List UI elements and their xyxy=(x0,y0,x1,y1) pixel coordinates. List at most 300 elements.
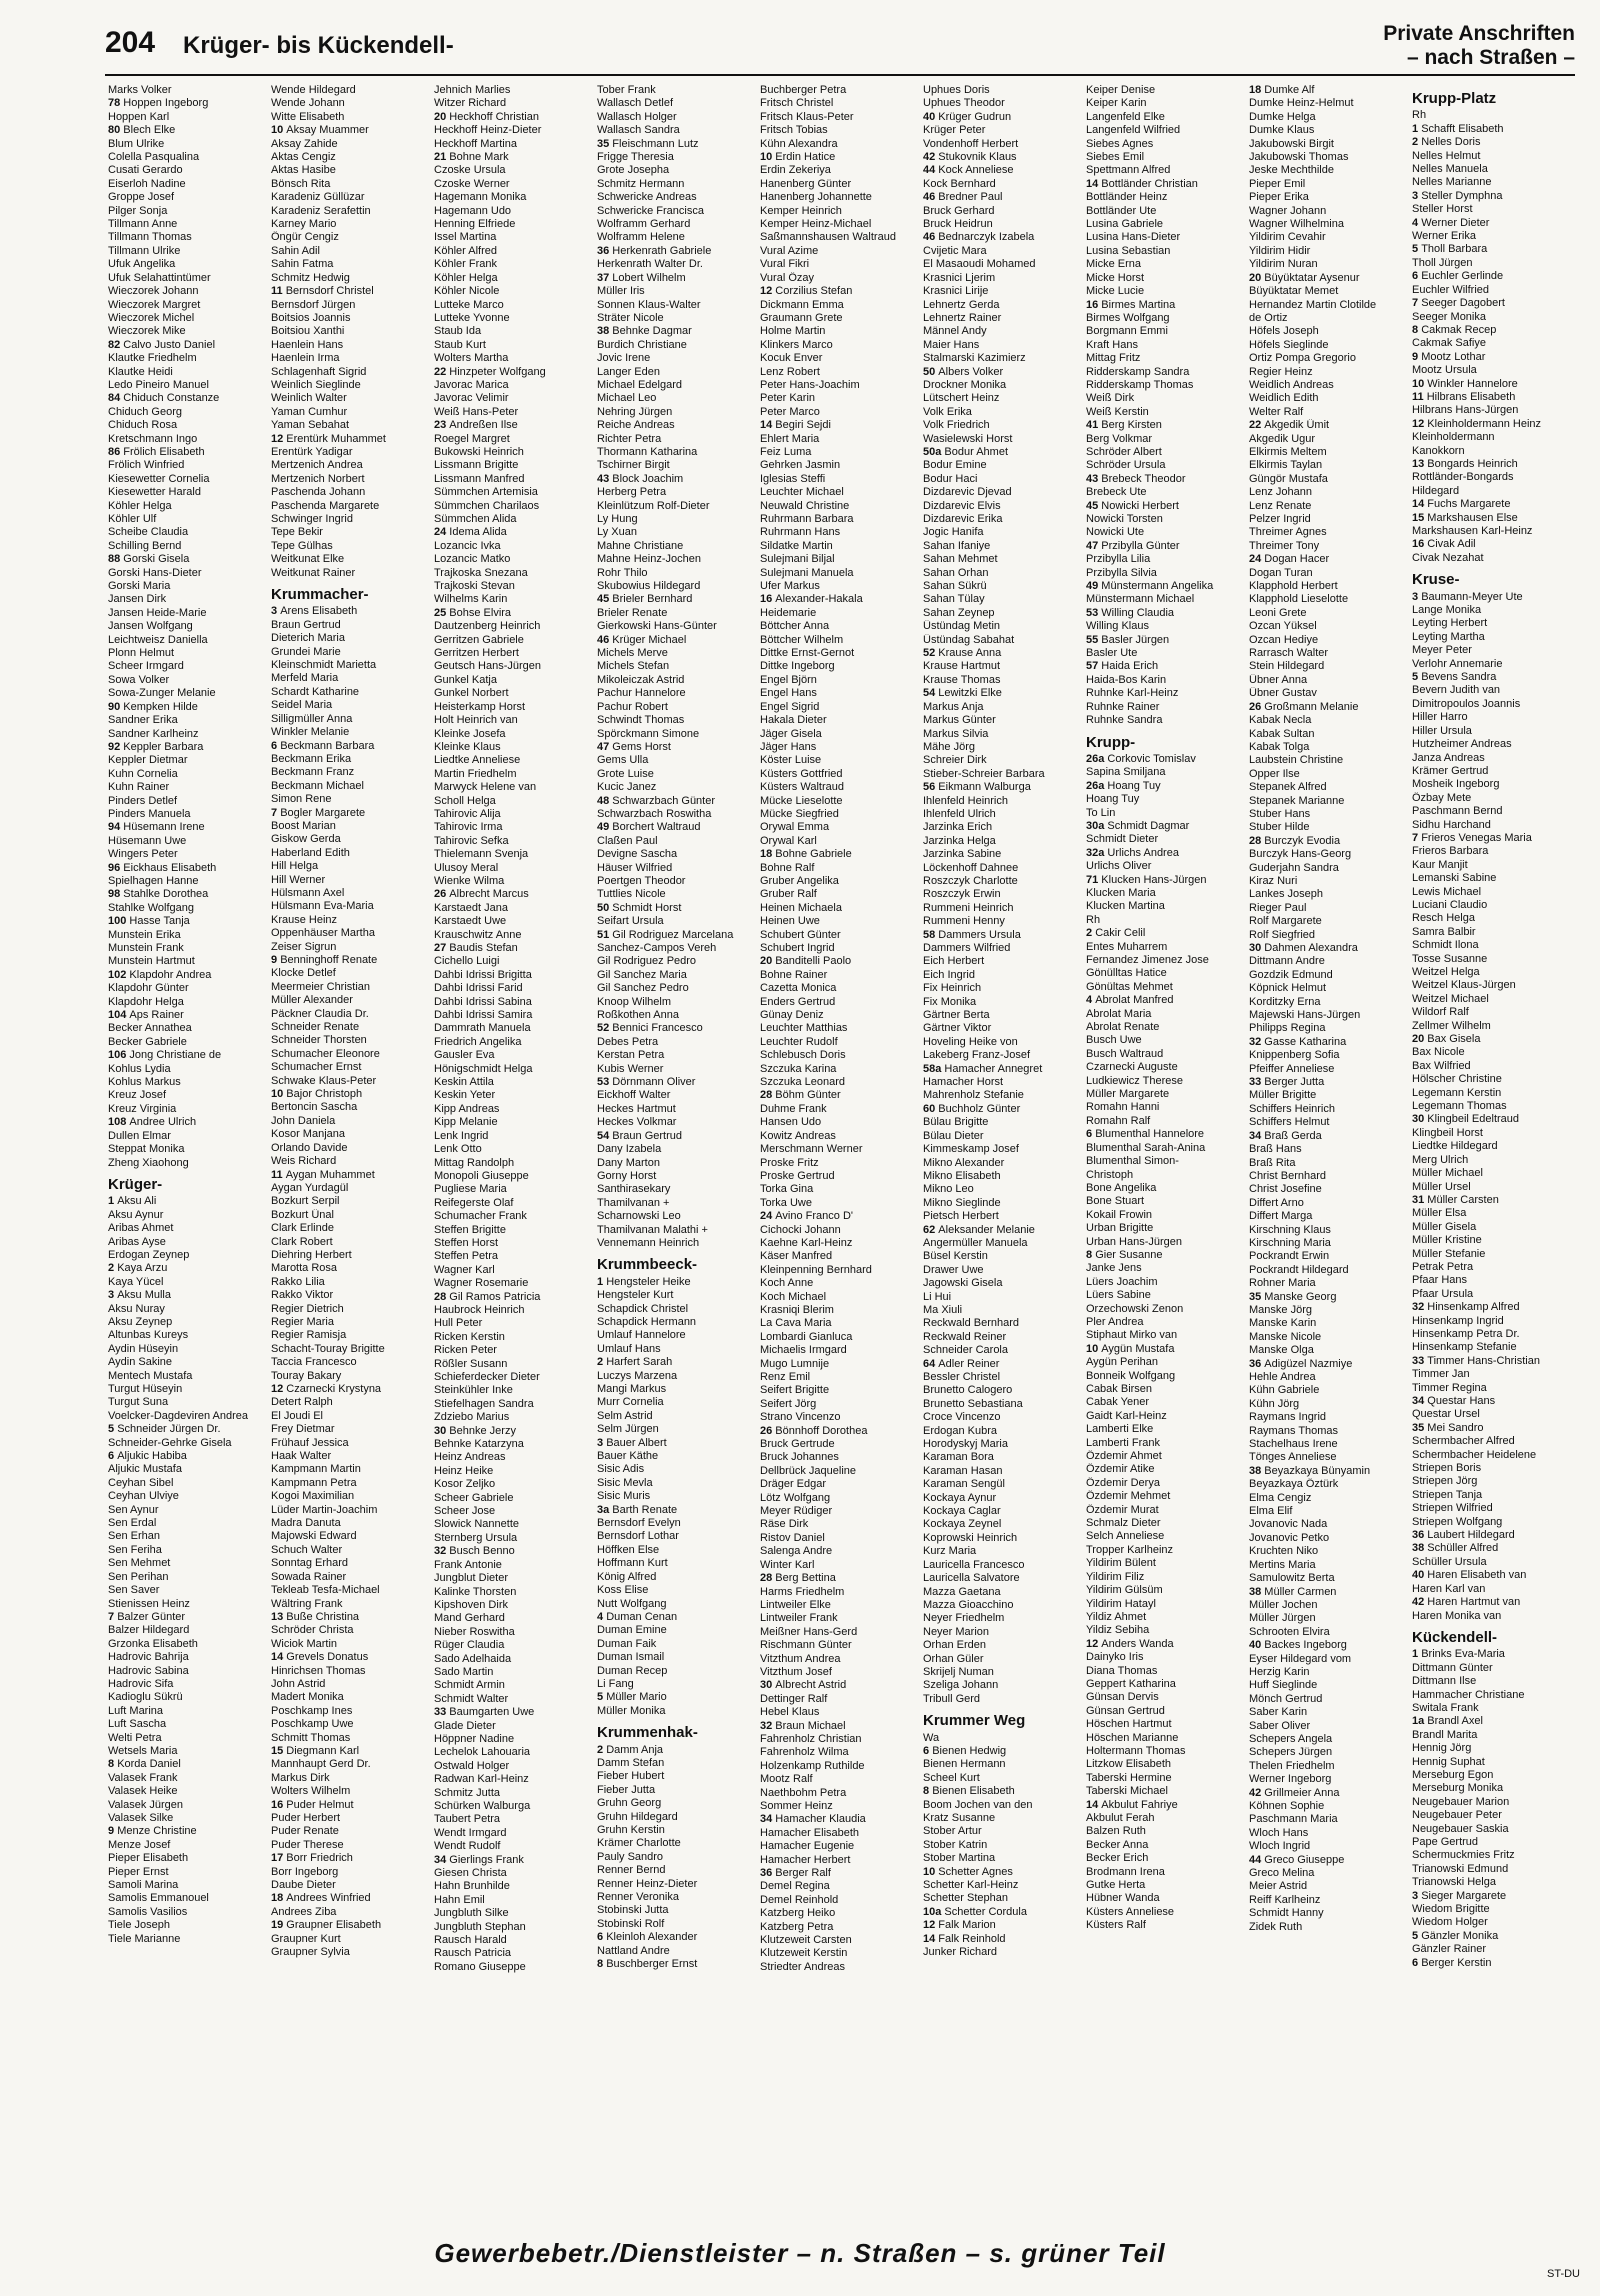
address-entry: Scheer Gabriele xyxy=(434,1491,514,1504)
address-entry: 15 Diegmann Karl xyxy=(271,1744,360,1757)
address-entry: Vennemann Heinrich xyxy=(597,1236,700,1249)
address-entry: Trianowski Edmund xyxy=(1412,1862,1509,1875)
house-number: 6 xyxy=(597,1931,607,1944)
house-number: 1 xyxy=(1412,1648,1422,1661)
address-entry: Romano Giuseppe xyxy=(434,1960,526,1973)
house-number: 18 xyxy=(760,848,776,861)
house-number: 24 xyxy=(434,526,450,539)
address-entry: Schmidt Hanny xyxy=(1249,1907,1324,1920)
address-entry: Bülau Dieter xyxy=(923,1129,984,1142)
address-entry: 90 Kempken Hilde xyxy=(108,700,198,713)
address-entry: Steffen Brigitte xyxy=(434,1223,506,1236)
address-entry: Beckmann Franz xyxy=(271,766,355,779)
address-entry: Ceyhan Sibel xyxy=(108,1476,174,1489)
address-entry: Karaman Sengül xyxy=(923,1478,1005,1491)
address-entry: Gunkel Norbert xyxy=(434,687,509,700)
address-entry: Weinlich Sieglinde xyxy=(271,378,361,391)
address-entry: Skrijelj Numan xyxy=(923,1665,994,1678)
address-entry: 46 Krüger Michael xyxy=(597,633,687,646)
address-entry: Wagner Karl xyxy=(434,1263,495,1276)
address-entry: Herkenrath Walter Dr. xyxy=(597,258,703,271)
address-entry: Renner Veronika xyxy=(597,1891,679,1904)
house-number: 62 xyxy=(923,1223,939,1236)
house-number: 7 xyxy=(1412,297,1422,310)
address-entry: Wieczorek Michel xyxy=(108,311,195,324)
address-entry: Zdziebo Marius xyxy=(434,1411,510,1424)
address-entry: Vitzthum Andrea xyxy=(760,1652,841,1665)
address-entry: Aktas Hasibe xyxy=(271,164,336,177)
address-entry: Schneider-Gehrke Gisela xyxy=(108,1436,232,1449)
address-entry: Uphues Doris xyxy=(923,84,990,96)
house-number: 36 xyxy=(760,1867,776,1880)
address-entry: Jarzinka Helga xyxy=(923,834,996,847)
address-entry: Mootz Ralf xyxy=(760,1773,813,1786)
address-entry: 47 Gems Horst xyxy=(597,740,671,753)
address-entry: Keiper Karin xyxy=(1086,97,1147,110)
address-entry: 25 Bohse Elvira xyxy=(434,606,512,619)
address-entry: Bülau Brigitte xyxy=(923,1116,989,1129)
house-number: 35 xyxy=(1249,1290,1265,1303)
house-number: 25 xyxy=(434,606,450,619)
address-entry: Mittag Randolph xyxy=(434,1156,515,1169)
address-entry: Witzer Richard xyxy=(434,97,507,110)
address-entry: 2 Harfert Sarah xyxy=(597,1356,673,1369)
address-entry: Regier Dietrich xyxy=(271,1302,344,1315)
address-entry: Kuhn Rainer xyxy=(108,781,170,794)
address-entry: Wloch Hans xyxy=(1249,1826,1309,1839)
address-entry: Hilbrans Hans-Jürgen xyxy=(1412,404,1519,417)
address-entry: Jeske Mechthilde xyxy=(1249,164,1334,177)
address-entry: Rößler Susann xyxy=(434,1357,508,1370)
house-number: 14 xyxy=(1086,177,1102,190)
address-entry: Haak Walter xyxy=(271,1450,332,1463)
address-entry: Abrolat Renate xyxy=(1086,1021,1160,1034)
address-entry: Petrak Petra xyxy=(1412,1260,1474,1273)
address-entry: Schmidt Walter xyxy=(434,1692,509,1705)
address-entry: Schepers Angela xyxy=(1249,1732,1333,1745)
address-entry: Fritsch Tobias xyxy=(760,124,828,137)
address-entry: Hammacher Christiane xyxy=(1412,1688,1525,1701)
address-entry: Yildirim Bülent xyxy=(1086,1557,1156,1570)
address-entry: Thamilvanan Malathi + xyxy=(597,1223,708,1236)
address-entry: Dittmann Andre xyxy=(1249,955,1325,968)
address-entry: Kuhn Cornelia xyxy=(108,767,178,780)
address-entry: Dahbi Idrissi Brigitta xyxy=(434,968,532,981)
address-entry: Jäger Hans xyxy=(760,740,817,753)
address-entry: 1 Aksu Ali xyxy=(108,1195,157,1208)
address-entry: Dautzenberg Heinrich xyxy=(434,620,541,633)
address-entry: Klingbeil Horst xyxy=(1412,1126,1483,1139)
address-entry: 42 Stukovnik Klaus xyxy=(923,151,1017,164)
address-entry: Erdogan Zeynep xyxy=(108,1248,190,1261)
address-entry: Jarzinka Sabine xyxy=(923,848,1002,861)
house-number: 3a xyxy=(597,1503,613,1516)
address-entry: Ozcan Hediye xyxy=(1249,633,1319,646)
address-entry: Volk Friedrich xyxy=(923,419,990,432)
address-entry: Witte Elisabeth xyxy=(271,110,345,123)
address-entry: 16 Birmes Martina xyxy=(1086,298,1176,311)
address-entry: Ma Xiuli xyxy=(923,1303,963,1316)
address-entry: Trajkoski Stevan xyxy=(434,580,515,593)
address-entry: Civak Nezahat xyxy=(1412,551,1484,564)
address-entry: Aljukic Mustafa xyxy=(108,1463,182,1476)
address-entry: Müller Iris xyxy=(597,285,645,298)
address-entry: Orzechowski Zenon xyxy=(1086,1302,1184,1315)
address-entry: 43 Brebeck Theodor xyxy=(1086,472,1186,485)
address-entry: Tiele Joseph xyxy=(108,1919,170,1932)
address-entry: Ruhnke Rainer xyxy=(1086,700,1160,713)
address-entry: Bruck Johannes xyxy=(760,1451,839,1464)
address-entry: 53 Willing Claudia xyxy=(1086,606,1175,619)
address-entry: Kleinlützum Rolf-Dieter xyxy=(597,499,710,512)
house-number: 32 xyxy=(1249,1035,1265,1048)
house-number: 56 xyxy=(923,781,939,794)
address-entry: Steffen Horst xyxy=(434,1236,498,1249)
house-number: 8 xyxy=(1086,1248,1096,1261)
address-entry: Stalmarski Kazimierz xyxy=(923,352,1026,365)
address-entry: Bevern Judith van xyxy=(1412,684,1501,697)
address-entry: Reiff Karlheinz xyxy=(1249,1893,1321,1906)
address-entry: Tropper Karlheinz xyxy=(1086,1543,1174,1556)
address-entry: Sahin Fatma xyxy=(271,258,334,271)
address-entry: Peter Hans-Joachim xyxy=(760,378,860,391)
address-entry: Detert Ralph xyxy=(271,1396,333,1409)
address-entry: Kiesewetter Harald xyxy=(108,486,201,499)
address-entry: Gönültas Mehmet xyxy=(1086,980,1173,993)
house-number: 80 xyxy=(108,124,124,137)
address-entry: Päckner Claudia Dr. xyxy=(271,1007,369,1020)
address-entry: Luft Marina xyxy=(108,1704,164,1717)
address-entry: Borgmann Emmi xyxy=(1086,325,1168,338)
street-heading: Krupp-Platz xyxy=(1412,90,1497,107)
address-entry: 10 Bajor Christoph xyxy=(271,1088,363,1101)
address-entry: Hill Werner xyxy=(271,873,326,886)
address-entry: 4 Duman Cenan xyxy=(597,1610,678,1623)
address-entry: Lutteke Yvonne xyxy=(434,311,510,324)
address-entry: Lütschert Heinz xyxy=(923,392,1000,405)
address-entry: Tosse Susanne xyxy=(1412,952,1488,965)
address-entry: Dammers Wilfried xyxy=(923,942,1011,954)
house-number: 6 xyxy=(1412,1956,1422,1969)
house-number: 84 xyxy=(108,392,124,405)
address-entry: Rummeni Heinrich xyxy=(923,901,1014,914)
address-entry: Jogic Hanifa xyxy=(923,526,984,539)
address-entry: Sapina Smiljana xyxy=(1086,766,1166,779)
address-entry: 35 Manske Georg xyxy=(1249,1290,1337,1303)
address-entry: Dittmann Ilse xyxy=(1412,1675,1477,1688)
address-entry: Liedtke Hildegard xyxy=(1412,1140,1498,1153)
house-number: 16 xyxy=(760,593,776,606)
address-entry: Wallasch Sandra xyxy=(597,124,680,137)
address-entry: Böttcher Wilhelm xyxy=(760,633,844,646)
address-entry: Klocke Detlef xyxy=(271,967,336,980)
address-entry: Sen Saver xyxy=(108,1584,160,1597)
address-entry: 50 Albers Volker xyxy=(923,365,1004,378)
address-entry: Bax Wilfried xyxy=(1412,1059,1471,1072)
page-title: Krüger- bis Kückendell- xyxy=(183,32,454,59)
address-entry: Sisic Mevla xyxy=(597,1476,653,1489)
address-entry: Bauer Käthe xyxy=(597,1450,659,1463)
address-entry: Lozancic Matko xyxy=(434,553,511,566)
house-number: 36 xyxy=(597,244,613,257)
address-entry: Klautke Friedhelm xyxy=(108,352,197,365)
address-entry: Elma Cengiz xyxy=(1249,1491,1312,1504)
address-entry: Kowitz Andreas xyxy=(760,1129,836,1142)
address-entry: Dogan Turan xyxy=(1249,566,1313,579)
address-entry: Sowada Rainer xyxy=(271,1570,347,1583)
address-entry: Gerritzen Herbert xyxy=(434,647,519,660)
address-entry: Sandner Erika xyxy=(108,714,178,727)
address-entry: Gruhn Georg xyxy=(597,1797,662,1810)
address-entry: Dettinger Ralf xyxy=(760,1692,828,1705)
address-entry: Akbulut Ferah xyxy=(1086,1812,1155,1824)
house-number: 5 xyxy=(108,1423,118,1436)
address-entry: Thielemann Svenja xyxy=(434,848,529,861)
house-number: 3 xyxy=(271,605,281,618)
address-entry: Borr Ingeborg xyxy=(271,1865,339,1878)
address-entry: Haren Monika van xyxy=(1412,1609,1502,1622)
address-entry: Micke Erna xyxy=(1086,258,1142,271)
address-entry: Aydin Hüseyin xyxy=(108,1342,179,1355)
address-entry: Urban Brigitte xyxy=(1086,1222,1154,1235)
address-entry: Jungbluth Silke xyxy=(434,1907,509,1920)
address-entry: Sen Perihan xyxy=(108,1570,169,1583)
address-entry: 30 Albrecht Astrid xyxy=(760,1679,847,1692)
address-entry: Müller Gisela xyxy=(1412,1220,1477,1233)
address-entry: Mugo Lumnije xyxy=(760,1357,830,1370)
address-entry: Cazetta Monica xyxy=(760,982,837,995)
address-entry: 2 Cakir Celil xyxy=(1086,927,1146,940)
address-entry: Özdemir Derya xyxy=(1086,1476,1160,1489)
house-number: 11 xyxy=(271,285,286,298)
address-entry: Aksu Aynur xyxy=(108,1208,164,1221)
address-entry: Jehnich Marlies xyxy=(434,84,511,96)
address-entry: Lötz Wolfgang xyxy=(760,1491,831,1504)
house-number: 40 xyxy=(1412,1569,1428,1582)
address-entry: Eickhoff Walter xyxy=(597,1089,671,1102)
address-entry: Gärtner Berta xyxy=(923,1009,990,1022)
house-number: 104 xyxy=(108,1009,130,1022)
address-entry: Ihlenfeld Ulrich xyxy=(923,807,996,820)
address-entry: Häuser Wilfried xyxy=(597,861,673,874)
address-entry: Litzkow Elisabeth xyxy=(1086,1758,1171,1771)
house-number: 50 xyxy=(597,901,613,914)
address-entry: Spörckmann Simone xyxy=(597,727,700,740)
address-entry: Hülsmann Eva-Maria xyxy=(271,900,374,913)
address-entry: Frey Dietmar xyxy=(271,1423,335,1436)
address-entry: Langenfeld Wilfried xyxy=(1086,124,1181,137)
address-entry: 7 Frieros Venegas Maria xyxy=(1412,831,1532,844)
address-entry: Kemper Heinrich xyxy=(760,204,842,217)
address-entry: Heisterkamp Horst xyxy=(434,700,526,713)
address-entry: Schermbacher Alfred xyxy=(1412,1435,1515,1448)
address-entry: 6 Euchler Gerlinde xyxy=(1412,270,1504,283)
address-entry: Aksay Zahide xyxy=(271,137,338,150)
house-number: 26 xyxy=(434,888,450,901)
address-entry: Dainyko Iris xyxy=(1086,1651,1144,1664)
address-entry: Lamberti Frank xyxy=(1086,1436,1160,1449)
address-entry: Timmer Jan xyxy=(1412,1368,1470,1381)
address-entry: Zeiser Sigrun xyxy=(271,940,337,953)
address-entry: 3 Sieger Margarete xyxy=(1412,1889,1507,1902)
address-entry: Karaman Bora xyxy=(923,1451,994,1464)
address-entry: Munstein Hartmut xyxy=(108,955,195,968)
address-entry: Hiller Harro xyxy=(1412,711,1468,724)
address-entry: Balzer Hildegard xyxy=(108,1624,190,1637)
address-entry: Wienke Wilma xyxy=(434,874,505,887)
address-entry: Wältring Frank xyxy=(271,1597,343,1610)
address-entry: Yildirim Nuran xyxy=(1249,258,1318,271)
address-entry: Stuber Hans xyxy=(1249,807,1311,820)
address-entry: Philipps Regina xyxy=(1249,1022,1326,1035)
address-entry: Blumenthal Simon- xyxy=(1086,1155,1179,1168)
address-entry: Heinz Heike xyxy=(434,1464,494,1477)
house-number: 26a xyxy=(1086,752,1108,765)
house-number: 53 xyxy=(1086,606,1102,619)
address-entry: Merfeld Maria xyxy=(271,672,339,685)
address-entry: Hanenberg Johannette xyxy=(760,191,872,204)
address-entry: El Joudi El xyxy=(271,1409,323,1422)
address-entry: Dittmann Günter xyxy=(1412,1661,1493,1674)
address-entry: Demel Regina xyxy=(760,1880,830,1893)
address-entry: Elkirmis Taylan xyxy=(1249,459,1323,472)
address-entry: Kosor Zeljko xyxy=(434,1478,496,1491)
house-number: 12 xyxy=(1086,1637,1102,1650)
address-entry: Duman Faik xyxy=(597,1637,657,1650)
address-entry: Sado Adelhaida xyxy=(434,1652,512,1665)
address-entry: 40 Haren Elisabeth van xyxy=(1412,1569,1527,1582)
house-number: 60 xyxy=(923,1102,939,1115)
address-entry: Jarzinka Erich xyxy=(923,821,993,834)
address-entry: Samra Balbir xyxy=(1412,925,1476,938)
address-entry: 32 Braun Michael xyxy=(760,1719,846,1732)
address-entry: Pieper Ernst xyxy=(108,1865,169,1878)
address-entry: Ludkiewicz Therese xyxy=(1086,1074,1184,1087)
address-entry: 18 Bohne Gabriele xyxy=(760,848,852,861)
address-entry: Nieber Roswitha xyxy=(434,1625,515,1638)
address-entry: Paschmann Bernd xyxy=(1412,805,1503,818)
house-number: 82 xyxy=(108,338,124,351)
address-entry: Steffen Petra xyxy=(434,1250,499,1263)
address-entry: Kratz Susanne xyxy=(923,1812,996,1824)
address-entry: Groppe Josef xyxy=(108,191,175,204)
address-entry: Weinlich Walter xyxy=(271,392,347,405)
address-entry: Kraft Hans xyxy=(1086,338,1138,351)
address-entry: Sowa-Zunger Melanie xyxy=(108,687,216,700)
address-entry: Regier Maria xyxy=(271,1315,334,1328)
address-entry: Lutteke Marco xyxy=(434,298,504,311)
address-entry: Günay Deniz xyxy=(760,1009,824,1022)
address-entry: Marks Volker xyxy=(108,84,172,96)
address-entry: Spettmann Alfred xyxy=(1086,164,1171,177)
address-entry: Colella Pasqualina xyxy=(108,151,200,164)
address-entry: Balzen Ruth xyxy=(1086,1825,1146,1838)
address-entry: Weitzel Helga xyxy=(1412,966,1480,978)
address-entry: Romahn Ralf xyxy=(1086,1114,1151,1127)
address-entry: Ristov Daniel xyxy=(760,1531,825,1544)
address-entry: Günsan Gertrud xyxy=(1086,1704,1165,1717)
house-number: 6 xyxy=(1086,1128,1096,1141)
address-entry: Gärtner Viktor xyxy=(923,1022,992,1035)
address-entry: Poertgen Theodor xyxy=(597,874,686,887)
address-entry: Elkirmis Meltem xyxy=(1249,445,1327,458)
address-entry: Holzenkamp Ruthilde xyxy=(760,1759,865,1772)
address-entry: 44 Greco Giuseppe xyxy=(1249,1853,1345,1866)
address-entry: Selm Astrid xyxy=(597,1409,653,1422)
address-entry: 1a Brandl Axel xyxy=(1412,1715,1483,1728)
house-number: 8 xyxy=(108,1758,118,1771)
address-entry: 18 Andrees Winfried xyxy=(271,1892,371,1905)
address-entry: Ly Xuan xyxy=(597,526,637,539)
address-entry: 3 Bauer Albert xyxy=(597,1436,667,1449)
address-entry: Akgedik Ugur xyxy=(1249,432,1316,445)
address-entry: 5 Müller Mario xyxy=(597,1691,667,1704)
address-entry: Katzberg Petra xyxy=(760,1920,834,1933)
address-entry: Mazza Gioacchino xyxy=(923,1598,1014,1611)
address-entry: 47 Przibylla Günter xyxy=(1086,539,1180,552)
address-entry: 8 Cakmak Recep xyxy=(1412,323,1497,336)
address-entry: Torka Uwe xyxy=(760,1196,812,1209)
address-entry: Höfels Joseph xyxy=(1249,325,1319,338)
address-entry: Gaidt Karl-Heinz xyxy=(1086,1409,1167,1422)
address-entry: Thelen Friedhelm xyxy=(1249,1759,1335,1772)
address-entry: Steller Horst xyxy=(1412,203,1473,216)
address-entry: Schürken Walburga xyxy=(434,1800,531,1812)
address-entry: Hill Helga xyxy=(271,860,319,873)
house-number: 32 xyxy=(434,1545,450,1558)
address-entry: Yildirim Gülsüm xyxy=(1086,1584,1163,1597)
address-entry: Samolis Emmanouel xyxy=(108,1892,209,1905)
address-entry: Munstein Erika xyxy=(108,928,181,941)
address-entry: Hamacher Eugenie xyxy=(760,1840,855,1853)
address-entry: Wiciok Martin xyxy=(271,1637,338,1650)
address-entry: Boitsios Joannis xyxy=(271,311,351,324)
address-entry: Lissmann Manfred xyxy=(434,472,525,485)
house-number: 20 xyxy=(1249,271,1265,284)
address-entry: Hinsenkamp Stefanie xyxy=(1412,1341,1517,1354)
address-entry: 94 Hüsemann Irene xyxy=(108,821,205,834)
address-entry: Müller Brigitte xyxy=(1249,1089,1317,1102)
address-entry: Schapdick Hermann xyxy=(597,1315,697,1328)
address-entry: Mentech Mustafa xyxy=(108,1369,193,1382)
address-entry: Kockaya Zeynel xyxy=(923,1518,1002,1531)
address-entry: Proske Gertrud xyxy=(760,1169,835,1182)
address-entry: Schepers Jürgen xyxy=(1249,1746,1333,1759)
address-entry: Ly Hung xyxy=(597,513,638,525)
address-entry: 108 Andree Ulrich xyxy=(108,1116,197,1129)
address-entry: Schneider Renate xyxy=(271,1021,360,1034)
address-entry: Schetter Karl-Heinz xyxy=(923,1879,1019,1892)
address-entry: Mahrenholz Stefanie xyxy=(923,1089,1024,1102)
address-entry: Lakeberg Franz-Josef xyxy=(923,1049,1030,1062)
address-entry: Dizdarevic Djevad xyxy=(923,486,1012,499)
address-entry: Bruck Heidrun xyxy=(923,218,993,231)
address-entry: Przibylla Silvia xyxy=(1086,566,1157,579)
address-entry: Fernandez Jimenez Jose xyxy=(1086,954,1209,966)
address-entry: Wetsels Maria xyxy=(108,1744,178,1757)
address-entry: Diana Thomas xyxy=(1086,1664,1158,1677)
address-entry: Horodyskyj Maria xyxy=(923,1438,1008,1451)
address-entry: Dieterich Maria xyxy=(271,632,345,645)
address-entry: Stuber Hilde xyxy=(1249,821,1310,834)
address-entry: Gruhn Hildegard xyxy=(597,1810,678,1823)
address-entry: Wilhelms Karin xyxy=(434,593,508,606)
address-entry: Stepanek Alfred xyxy=(1249,781,1327,794)
address-entry: Gorny Horst xyxy=(597,1169,657,1182)
address-entry: Kreuz Virginia xyxy=(108,1102,177,1115)
address-entry: Heckhoff Martina xyxy=(434,137,517,150)
address-entry: 22 Akgedik Ümit xyxy=(1249,419,1330,432)
